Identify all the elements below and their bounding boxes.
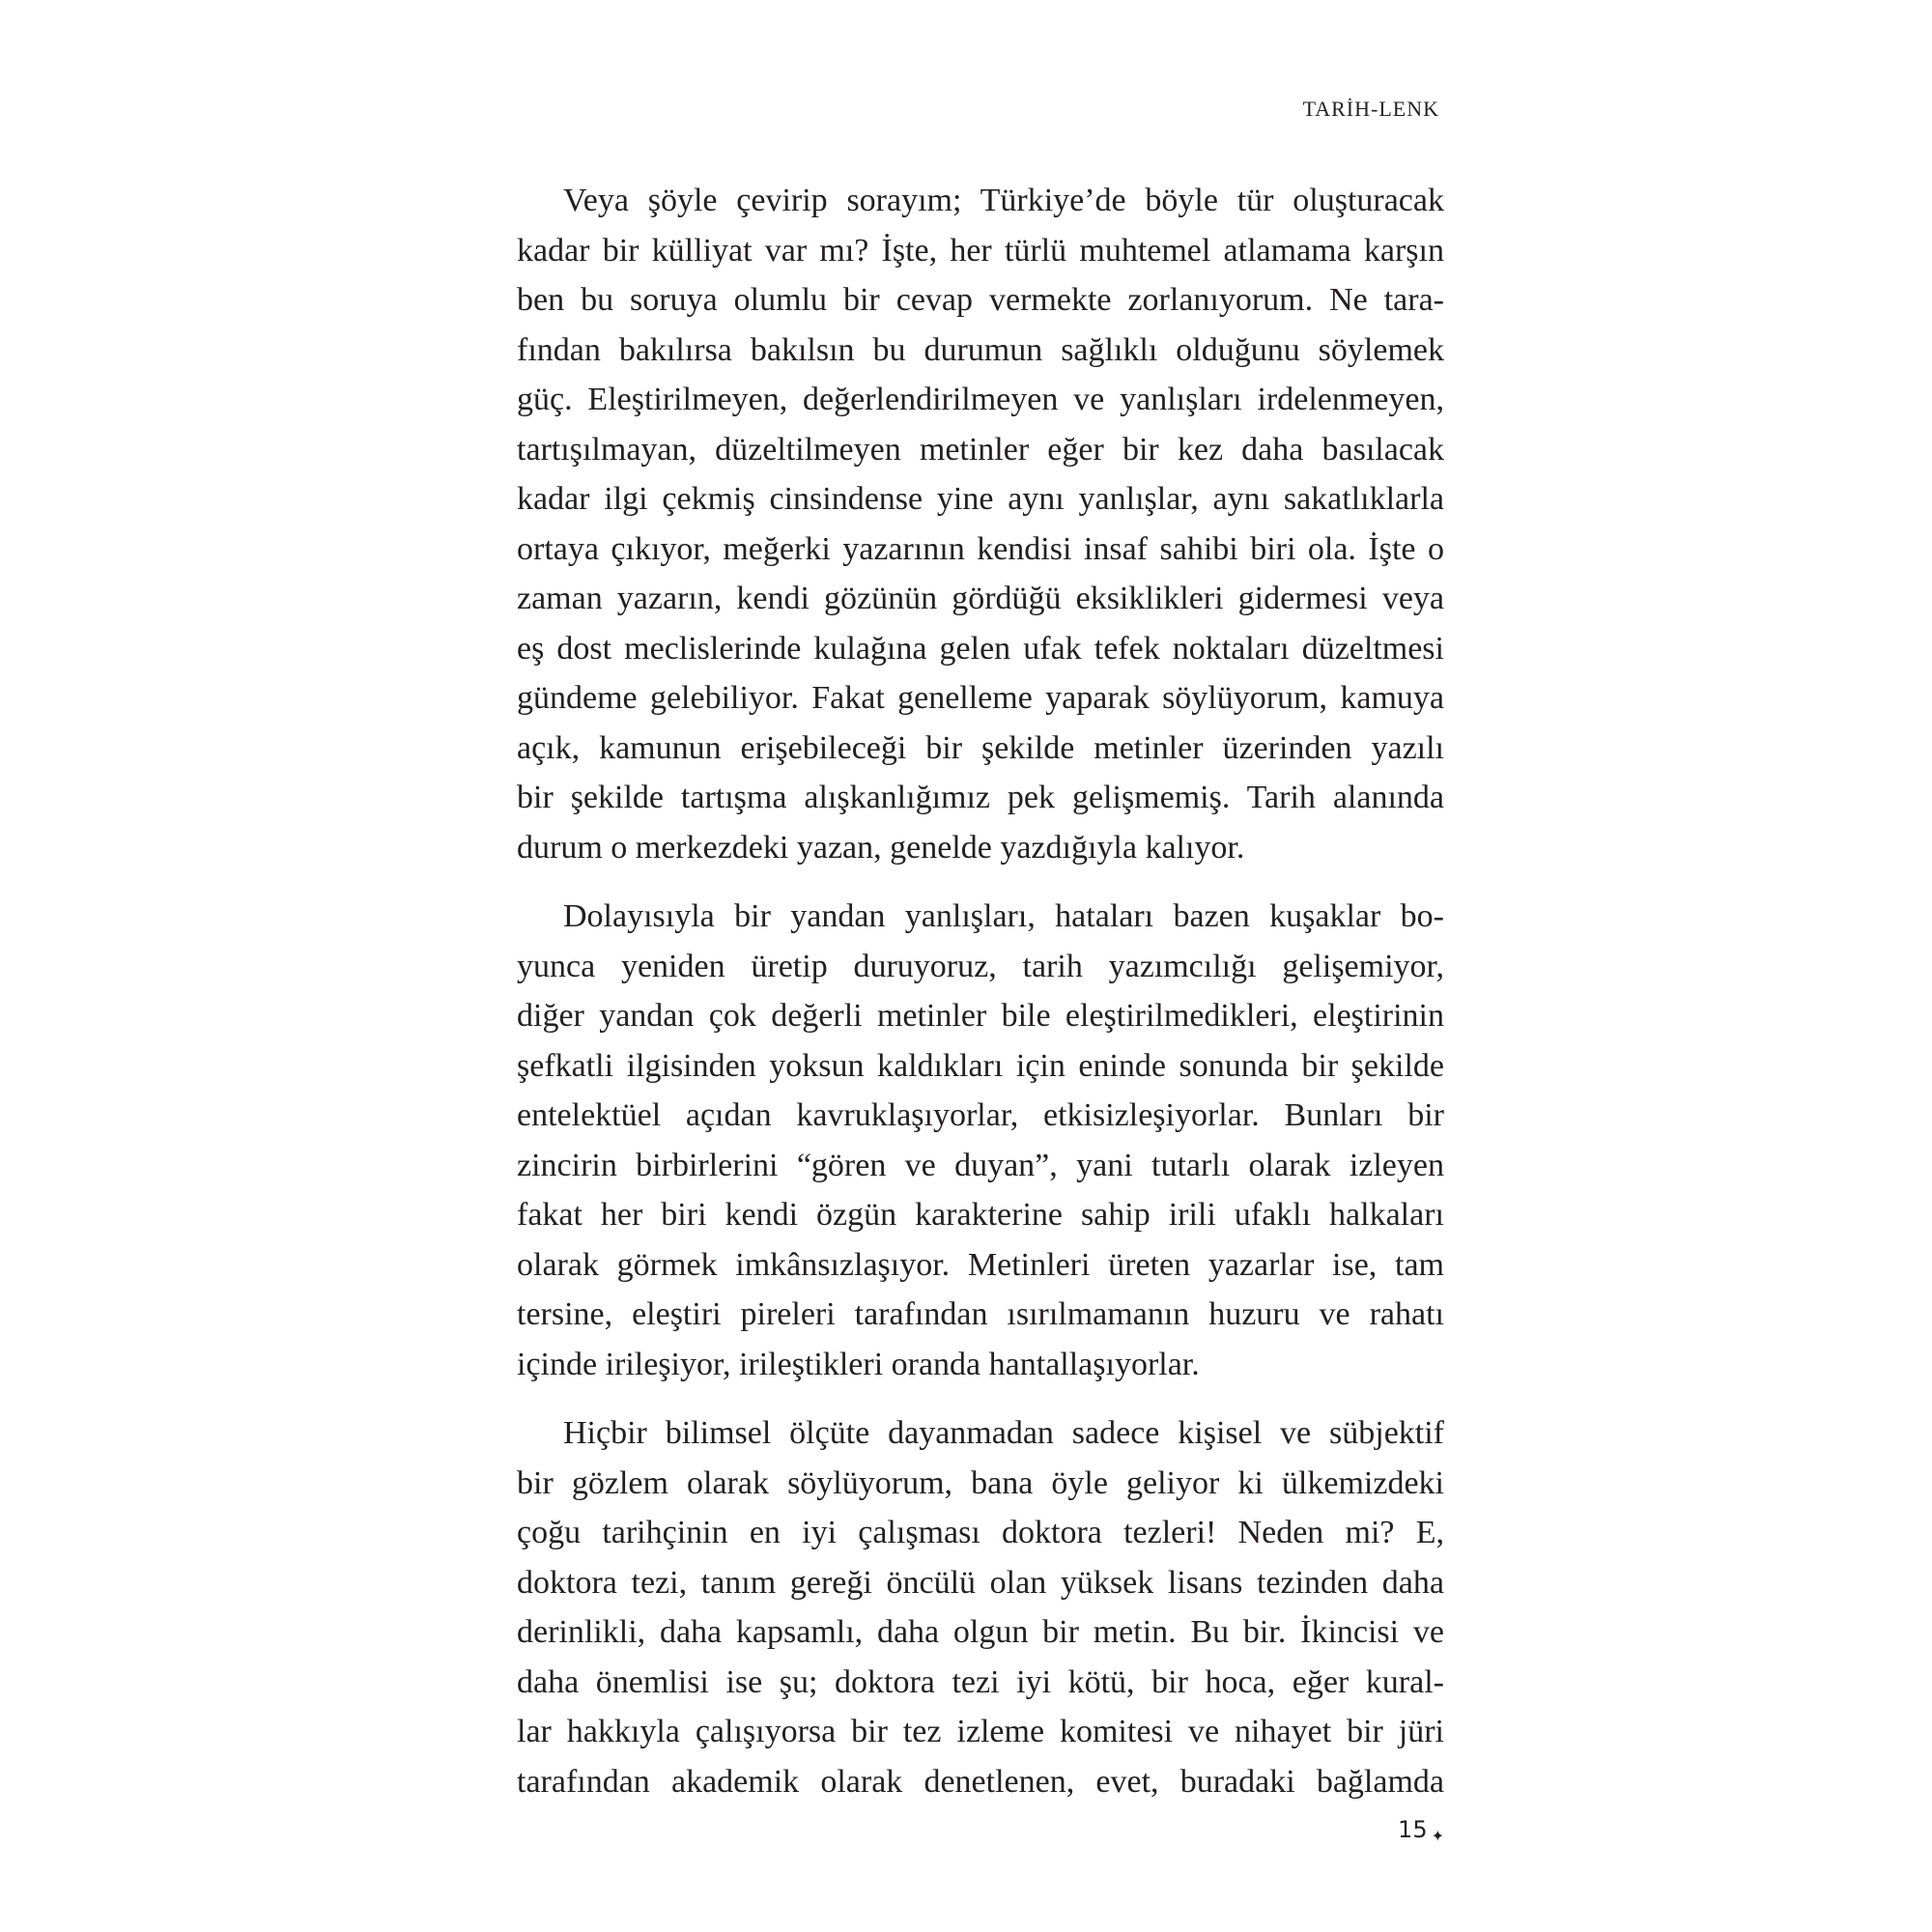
text-line: açık, kamunun erişebileceği bir şekilde metinler üzerinden yazılı <box>517 729 1444 766</box>
text-line: Hiçbir bilimsel ölçüte dayanmadan sadece kişisel ve sübjektif <box>563 1415 1444 1451</box>
page-number-value: 15 <box>1398 1816 1428 1843</box>
text-line: kadar bir külliyat var mı? İşte, her türlü muhtemel atlamama karşın <box>517 232 1444 269</box>
text-line: ortaya çıkıyor, meğerki yazarının kendisi insaf sahibi biri ola. İşte o <box>517 530 1444 567</box>
text-line: diğer yandan çok değerli metinler bile eleştirilmedikleri, eleştirinin <box>517 998 1444 1034</box>
text-line: fından bakılırsa bakılsın bu durumun sağlıklı olduğunu söylemek <box>517 331 1444 368</box>
text-line: zaman yazarın, kendi gözünün gördüğü eksiklikleri gidermesi veya <box>517 581 1444 616</box>
text-line: çoğu tarihçinin en iyi çalışması doktora tezleri! Neden mi? E, <box>517 1515 1444 1550</box>
text-line: güç. Eleştirilmeyen, değerlendirilmeyen ve yanlışları irdelenmeyen, <box>517 382 1444 417</box>
body-text <box>517 176 1444 1826</box>
text-line: tersine, eleştiri pireleri tarafından ısırılmamanın huzuru ve rahatı <box>517 1296 1444 1332</box>
text-line: bir gözlem olarak söylüyorum, bana öyle geliyor ki ülkemizdeki <box>517 1464 1444 1501</box>
paragraph-3 <box>517 1408 1444 1806</box>
text-line: şefkatli ilgisinden yoksun kaldıkları için eninde sonunda bir şekilde <box>517 1047 1444 1084</box>
text-line: Dolayısıyla bir yandan yanlışları, hataları bazen kuşaklar bo- <box>563 898 1444 934</box>
page-number <box>1398 1816 1444 1843</box>
text-line: tartışılmayan, düzeltilmeyen metinler eğer bir kez daha basılacak <box>517 431 1444 468</box>
paragraph-1 <box>517 176 1444 872</box>
text-line: doktora tezi, tanım gereği öncülü olan yüksek lisans tezinden daha <box>517 1564 1444 1601</box>
text-line: gündeme gelebiliyor. Fakat genelleme yaparak söylüyorum, kamuya <box>517 680 1444 716</box>
text-line: zincirin birbirlerini “gören ve duyan”, yani tutarlı olarak izleyen <box>517 1147 1444 1183</box>
text-line: içinde irileşiyor, irileştikleri oranda hantallaşıyorlar. <box>517 1346 1200 1382</box>
running-head: TARİH-LENK <box>1302 97 1439 121</box>
paragraph-2 <box>517 892 1444 1389</box>
text-line: kadar ilgi çekmiş cinsindense yine aynı yanlışlar, aynı sakatlıklarla <box>517 481 1444 517</box>
text-line: lar hakkıyla çalışıyorsa bir tez izleme komitesi ve nihayet bir jüri <box>517 1714 1444 1749</box>
text-line: tarafından akademik olarak denetlenen, evet, buradaki bağlamda <box>517 1763 1444 1800</box>
text-line: durum o merkezdeki yazan, genelde yazdığıyla kalıyor. <box>517 829 1245 866</box>
text-line: fakat her biri kendi özgün karakterine sahip irili ufaklı halkaları <box>517 1197 1444 1233</box>
text-line: Veya şöyle çevirip sorayım; Türkiye’de böyle tür oluşturacak <box>563 183 1444 218</box>
text-line: derinlikli, daha kapsamlı, daha olgun bir metin. Bu bir. İkincisi ve <box>517 1614 1444 1650</box>
text-line: entelektüel açıdan kavruklaşıyorlar, etkisizleşiyorlar. Bunları bir <box>517 1097 1444 1133</box>
text-line: daha önemlisi ise şu; doktora tezi iyi kötü, bir hoca, eğer kural- <box>517 1663 1444 1700</box>
text-line: olarak görmek imkânsızlaşıyor. Metinleri üreten yazarlar ise, tam <box>517 1246 1444 1283</box>
text-line: ben bu soruya olumlu bir cevap vermekte zorlanıyorum. Ne tara- <box>517 282 1444 318</box>
text-line: eş dost meclislerinde kulağına gelen ufak tefek noktaları düzeltmesi <box>517 630 1444 667</box>
star-ornament-icon: ✦ <box>1431 1827 1444 1845</box>
text-line: yunca yeniden üretip duruyoruz, tarih yazımcılığı gelişemiyor, <box>517 948 1444 984</box>
text-line: bir şekilde tartışma alışkanlığımız pek gelişmemiş. Tarih alanında <box>517 780 1444 815</box>
